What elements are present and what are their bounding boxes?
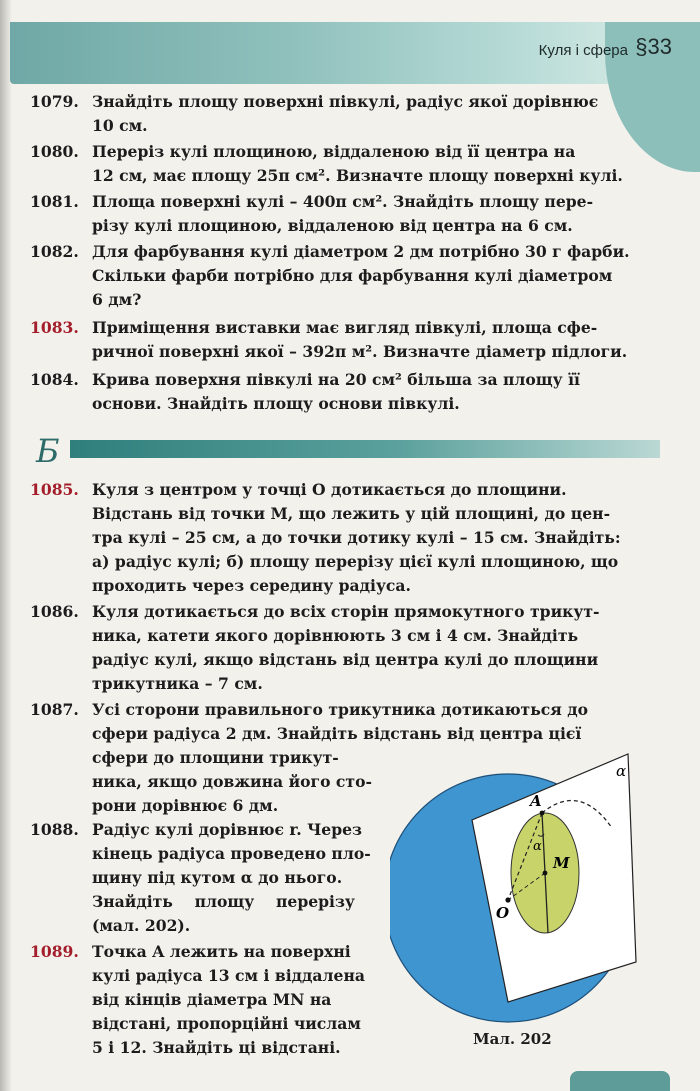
- problem-line: ника, катети якого дорівнюють 3 см і 4 см. Знайдіть: [92, 626, 579, 645]
- problem-line: Переріз кулі площиною, віддаленою від її центра на: [92, 142, 576, 161]
- problem-number: 1081.: [30, 192, 79, 211]
- problem-number: 1089.: [30, 942, 79, 961]
- problem-line: різу кулі площиною, віддаленою від центра на 6 см.: [92, 216, 573, 235]
- problem-line: кулі радіуса 13 см і віддалена: [92, 966, 365, 985]
- problem-line: Відстань від точки M, що лежить у цій площині, до цен-: [92, 504, 611, 523]
- problem-line: 6 дм?: [92, 290, 142, 309]
- problem-1080: [30, 140, 623, 185]
- problem-number: 1082.: [30, 242, 79, 261]
- label-point-a: A: [530, 792, 542, 810]
- problem-line: відстані, пропорційні числам: [92, 1014, 361, 1033]
- label-point-o: O: [496, 904, 510, 922]
- problem-line: 10 см.: [92, 116, 148, 135]
- problem-number: 1083.: [30, 318, 79, 337]
- label-point-m: M: [553, 854, 570, 872]
- problem-number: 1088.: [30, 820, 79, 839]
- problem-line: Крива поверхня півкулі на 20 см² більша за площу її: [92, 370, 580, 389]
- problem-line: проходить через середину радіуса.: [92, 576, 411, 595]
- label-angle-alpha: α: [533, 839, 542, 854]
- problem-line: Знайдіть площу перерізу: [92, 892, 355, 911]
- page-number-tab: [570, 1071, 670, 1091]
- problem-1085: [30, 478, 621, 595]
- problem-1084: [30, 368, 580, 413]
- problem-line: Усі сторони правильного трикутника дотикаються до: [92, 700, 589, 719]
- chapter-title: Куля і сфера: [538, 42, 628, 59]
- problem-line: Скільки фарби потрібно для фарбування кулі діаметром: [92, 266, 613, 285]
- problem-line: а) радіус кулі; б) площу перерізу цієї кулі площиною, що: [92, 552, 619, 571]
- section-number: §33: [635, 34, 672, 59]
- problem-1083: [30, 316, 628, 361]
- problem-line: Куля дотикається до всіх сторін прямокутного трикут-: [92, 602, 600, 621]
- problem-1082: [30, 240, 630, 309]
- problem-1089: [30, 940, 365, 1057]
- problem-line: Площа поверхні кулі – 400π см². Знайдіть площу пере-: [92, 192, 594, 211]
- problem-line: Точка A лежить на поверхні: [92, 942, 351, 961]
- problem-number: 1084.: [30, 370, 79, 389]
- problem-line: Куля з центром у точці O дотикається до площини.: [92, 480, 567, 499]
- problem-number: 1087.: [30, 700, 79, 719]
- problem-number: 1086.: [30, 602, 79, 621]
- problem-line: Знайдіть площу поверхні півкулі, радіус якої дорівнює: [92, 92, 599, 111]
- point-o: [505, 897, 510, 902]
- problem-number: 1080.: [30, 142, 79, 161]
- problem-line: від кінців діаметра MN на: [92, 990, 332, 1009]
- problem-line: Для фарбування кулі діаметром 2 дм потрібно 30 г фарби.: [92, 242, 630, 261]
- problem-1086: [30, 600, 600, 693]
- problem-line: трикутника – 7 см.: [92, 674, 263, 693]
- point-m: [543, 871, 548, 876]
- problem-line: ричної поверхні якої – 392π м². Визначте діаметр підлоги.: [92, 342, 628, 361]
- problem-1079: [30, 90, 599, 135]
- problem-number: 1079.: [30, 92, 79, 111]
- figure-202: [390, 740, 690, 1070]
- problem-line: щину під кутом α до нього.: [92, 868, 343, 887]
- page-edge-shadow: [0, 0, 12, 1091]
- figure-caption: Мал. 202: [473, 1030, 552, 1048]
- problem-line: Радіус кулі дорівнює r. Через: [92, 820, 363, 839]
- problem-line: 12 см, має площу 25π см². Визначте площу поверхні кулі.: [92, 166, 623, 185]
- problem-1087: [30, 698, 589, 815]
- problem-line: рони дорівнює 6 дм.: [92, 796, 279, 815]
- problem-line: ника, якщо довжина його сто-: [92, 772, 372, 791]
- problem-line: (мал. 202).: [92, 916, 191, 935]
- problem-line: основи. Знайдіть площу основи півкулі.: [92, 394, 460, 413]
- problem-line: сфери до площини трикут-: [92, 748, 339, 767]
- problem-line: тра кулі – 25 см, а до точки дотику кулі – 15 см. Знайдіть:: [92, 528, 621, 547]
- problem-line: сфери радіуса 2 дм. Знайдіть відстань від центра цієї: [92, 724, 582, 743]
- problem-line: 5 і 12. Знайдіть ці відстані.: [92, 1038, 341, 1057]
- problem-1088: [30, 818, 371, 935]
- problem-line: радіус кулі, якщо відстань від центра кулі до площини: [92, 650, 599, 669]
- problem-line: кінець радіуса проведено пло-: [92, 844, 371, 863]
- section-letter-b: Б: [36, 432, 60, 470]
- problem-number: 1085.: [30, 480, 79, 499]
- label-plane-alpha: α: [616, 762, 627, 780]
- problem-1081: [30, 190, 594, 235]
- point-a: [540, 811, 545, 816]
- section-divider-bar: [70, 440, 660, 458]
- problem-line: Приміщення виставки має вигляд півкулі, площа сфе-: [92, 318, 598, 337]
